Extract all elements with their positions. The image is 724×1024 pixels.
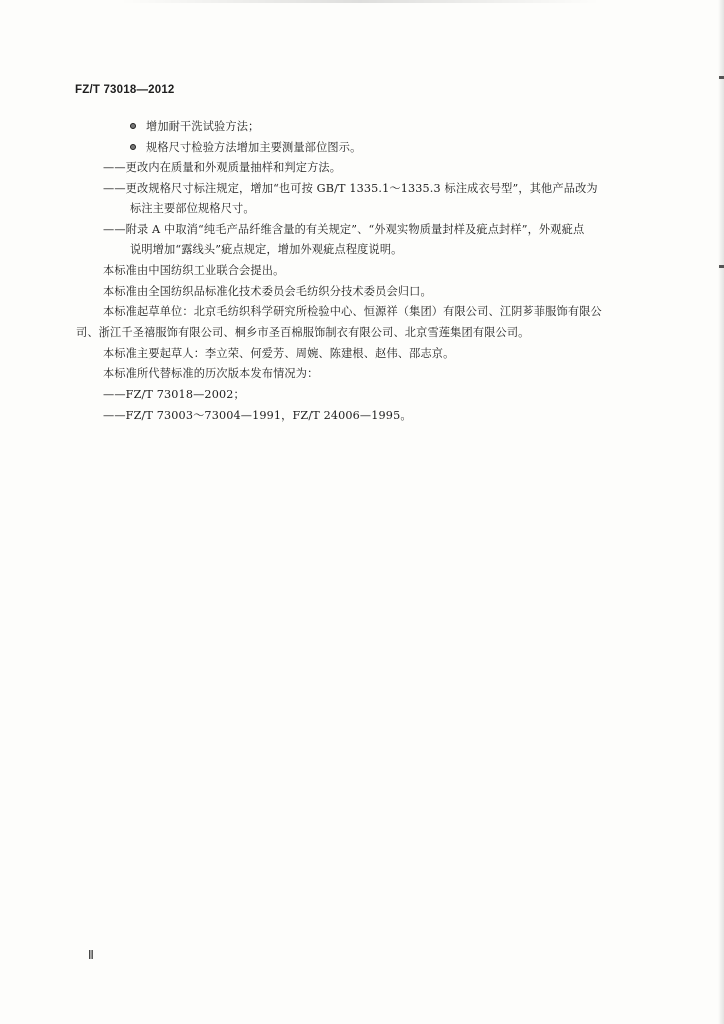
bullet-icon bbox=[130, 144, 136, 150]
history-item-2002: ——FZ/T 73018—2002； bbox=[103, 388, 245, 401]
change-item-annex-a: ——附录 A 中取消“纯毛产品纤维含量的有关规定”、“外观实物质量封样及疵点封样”，外观疵点 bbox=[103, 223, 585, 236]
paragraph-drafters: 本标准主要起草人：李立荣、何爱芳、周婉、陈建根、赵伟、邵志京。 bbox=[103, 347, 455, 360]
bullet-item-text: 增加耐干洗试验方法； bbox=[146, 120, 260, 133]
bullet-item-text: 规格尺寸检验方法增加主要测量部位图示。 bbox=[146, 141, 362, 154]
bullet-item-measurement bbox=[130, 141, 361, 155]
standard-number-header: FZ/T 73018—2012 bbox=[75, 84, 175, 96]
bullet-icon bbox=[130, 123, 136, 129]
scan-shadow-right bbox=[718, 0, 724, 1024]
change-item-quality-sampling: ——更改内在质量和外观质量抽样和判定方法。 bbox=[103, 161, 342, 174]
scan-mark bbox=[719, 265, 724, 268]
history-item-1991-1995: ——FZ/T 73003～73004—1991，FZ/T 24006—1995。 bbox=[103, 409, 412, 422]
change-item-size-labeling: ——更改规格尺寸标注规定，增加“也可按 GB/T 1335.1～1335.3 标注成衣号型”，其他产品改为 bbox=[103, 182, 598, 195]
paragraph-drafting-units: 本标准起草单位：北京毛纺织科学研究所检验中心、恒源祥（集团）有限公司、江阴芗菲服饰有限公 bbox=[103, 305, 602, 318]
bullet-item-dry-cleaning bbox=[130, 120, 259, 134]
paragraph-centralized-by: 本标准由全国纺织品标准化技术委员会毛纺织分技术委员会归口。 bbox=[103, 285, 432, 298]
paragraph-history-intro: 本标准所代替标准的历次版本发布情况为： bbox=[103, 367, 319, 380]
paragraph-proposed-by: 本标准由中国纺织工业联合会提出。 bbox=[103, 264, 285, 277]
scan-mark bbox=[719, 76, 724, 79]
page-number: Ⅱ bbox=[88, 948, 94, 962]
change-item-annex-a-cont: 说明增加“露线头”疵点规定，增加外观疵点程度说明。 bbox=[130, 243, 403, 256]
scan-shadow-top bbox=[120, 0, 600, 3]
change-item-size-labeling-cont: 标注主要部位规格尺寸。 bbox=[130, 202, 255, 215]
paragraph-drafting-units-cont: 司、浙江千圣禧服饰有限公司、桐乡市圣百棉服饰制衣有限公司、北京雪莲集团有限公司。 bbox=[76, 326, 530, 339]
